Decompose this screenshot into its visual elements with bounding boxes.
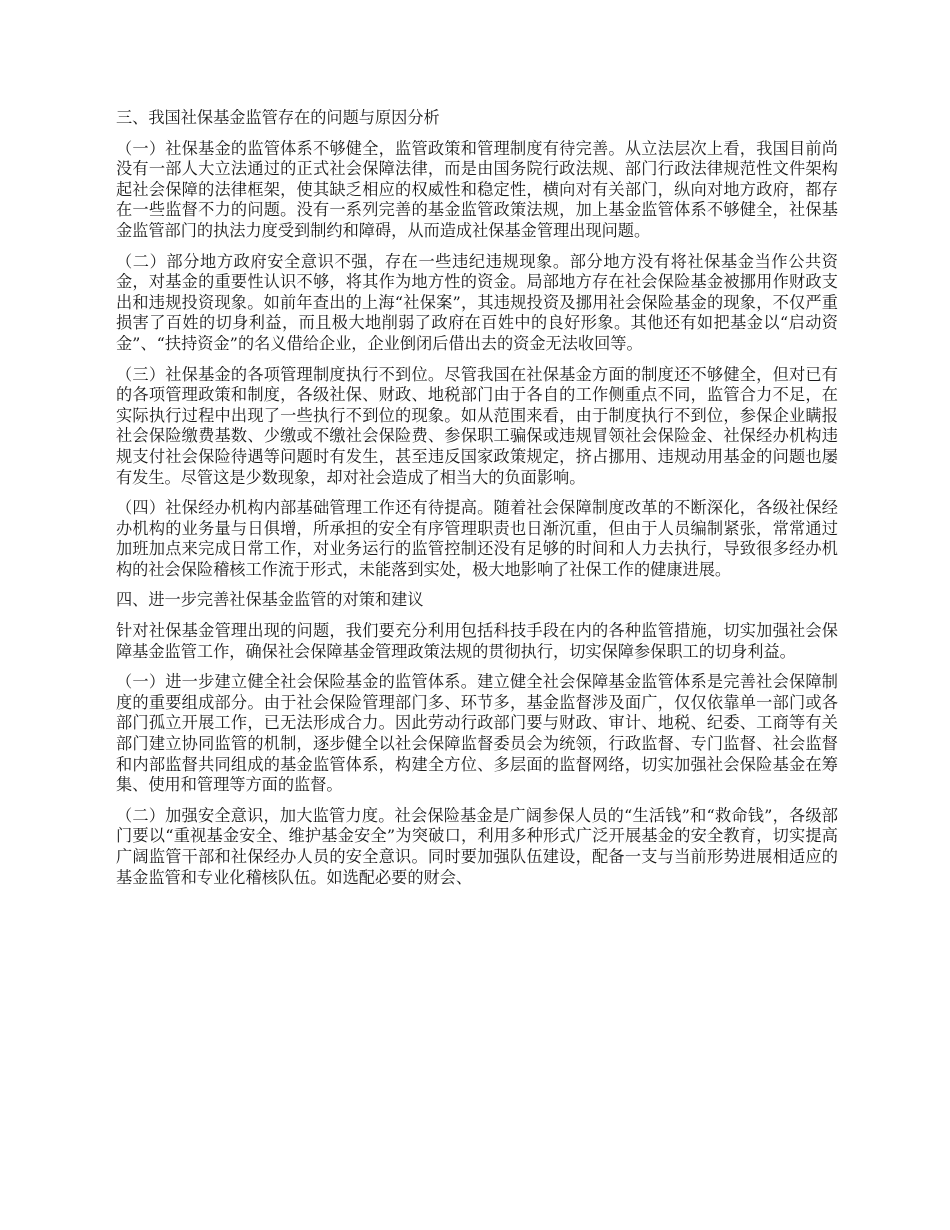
document-body — [116, 108, 838, 898]
paragraph-4-1: （一）进一步建立健全社会保险基金的监管体系。建立健全社会保障基金监管体系是完善社会保障制度的重要组成部分。由于社会保险管理部门多、环节多，基金监督涉及面广，仅仅依靠单一部门或各部门孤立开展工作，已无法形成合力。因此劳动行政部门要与财政、审计、地税、纪委、工商等有关部门建立协同监管的机制，逐步健全以社会保障监督委员会为统领，行政监督、专门监督、社会监督和内部监督共同组成的基金监管体系，构建全方位、多层面的监督网络，切实加强社会保险基金在筹集、使用和管理等方面的监督。 — [116, 672, 838, 795]
paragraph-3-2: （二）部分地方政府安全意识不强，存在一些违纪违规现象。部分地方没有将社保基金当作公共资金，对基金的重要性认识不够，将其作为地方性的资金。局部地方存在社会保险基金被挪用作财政支出和违规投资现象。如前年查出的上海“社保案”，其违规投资及挪用社会保险基金的现象，不仅严重损害了百姓的切身利益，而且极大地削弱了政府在百姓中的良好形象。其他还有如把基金以“启动资金”、“扶持资金”的名义借给企业，企业倒闭后借出去的资金无法收回等。 — [116, 251, 838, 353]
paragraph-3-1: （一）社保基金的监管体系不够健全，监管政策和管理制度有待完善。从立法层次上看，我国目前尚没有一部人大立法通过的正式社会保障法律，而是由国务院行政法规、部门行政法律规范性文件架构起社会保障的法律框架，使其缺乏相应的权威性和稳定性，横向对有关部门，纵向对地方政府，都存在一些监督不力的问题。没有一系列完善的基金监管政策法规，加上基金监管体系不够健全，社保基金监管部门的执法力度受到制约和障碍，从而造成社保基金管理出现问题。 — [116, 138, 838, 240]
paragraph-4-2: （二）加强安全意识，加大监管力度。社会保险基金是广阔参保人员的“生活钱”和“救命钱”，各级部门要以“重视基金安全、维护基金安全”为突破口，利用多种形式广泛开展基金的安全教育，切实提高广阔监管干部和社保经办人员的安全意识。同时要加强队伍建设，配备一支与当前形势进展相适应的基金监管和专业化稽核队伍。如选配必要的财会、 — [116, 805, 838, 887]
paragraph-3-4: （四）社保经办机构内部基础管理工作还有待提高。随着社会保障制度改革的不断深化，各级社保经办机构的业务量与日俱增，所承担的安全有序管理职责也日渐沉重，但由于人员编制紧张，常常通过加班加点来完成日常工作，对业务运行的监管控制还没有足够的时间和人力去执行，导致很多经办机构的社会保险稽核工作流于形式，未能落到实处，极大地影响了社保工作的健康进展。 — [116, 498, 838, 579]
paragraph-4-intro: 针对社保基金管理出现的问题，我们要充分利用包括科技手段在内的各种监管措施，切实加强社会保障基金监管工作，确保社会保障基金管理政策法规的贯彻执行，切实保障参保职工的切身利益。 — [116, 621, 838, 661]
section-heading-4: 四、进一步完善社保基金监管的对策和建议 — [116, 590, 424, 610]
section-heading-3: 三、我国社保基金监管存在的问题与原因分析 — [116, 108, 440, 127]
paragraph-3-3: （三）社保基金的各项管理制度执行不到位。尽管我国在社保基金方面的制度还不够健全，但对已有的各项管理政策和制度，各级社保、财政、地税部门由于各自的工作侧重点不同，监管合力不足，在实际执行过程中出现了一些执行不到位的现象。如从范围来看，由于制度执行不到位，参保企业瞒报社会保险缴费基数、少缴或不缴社会保险费、参保职工骗保或违规冒领社会保险金、社保经办机构违规支付社会保险待遇等问题时有发生，甚至违反国家政策规定，挤占挪用、违规动用基金的问题也屡有发生。尽管这是少数现象，却对社会造成了相当大的负面影响。 — [116, 364, 838, 487]
